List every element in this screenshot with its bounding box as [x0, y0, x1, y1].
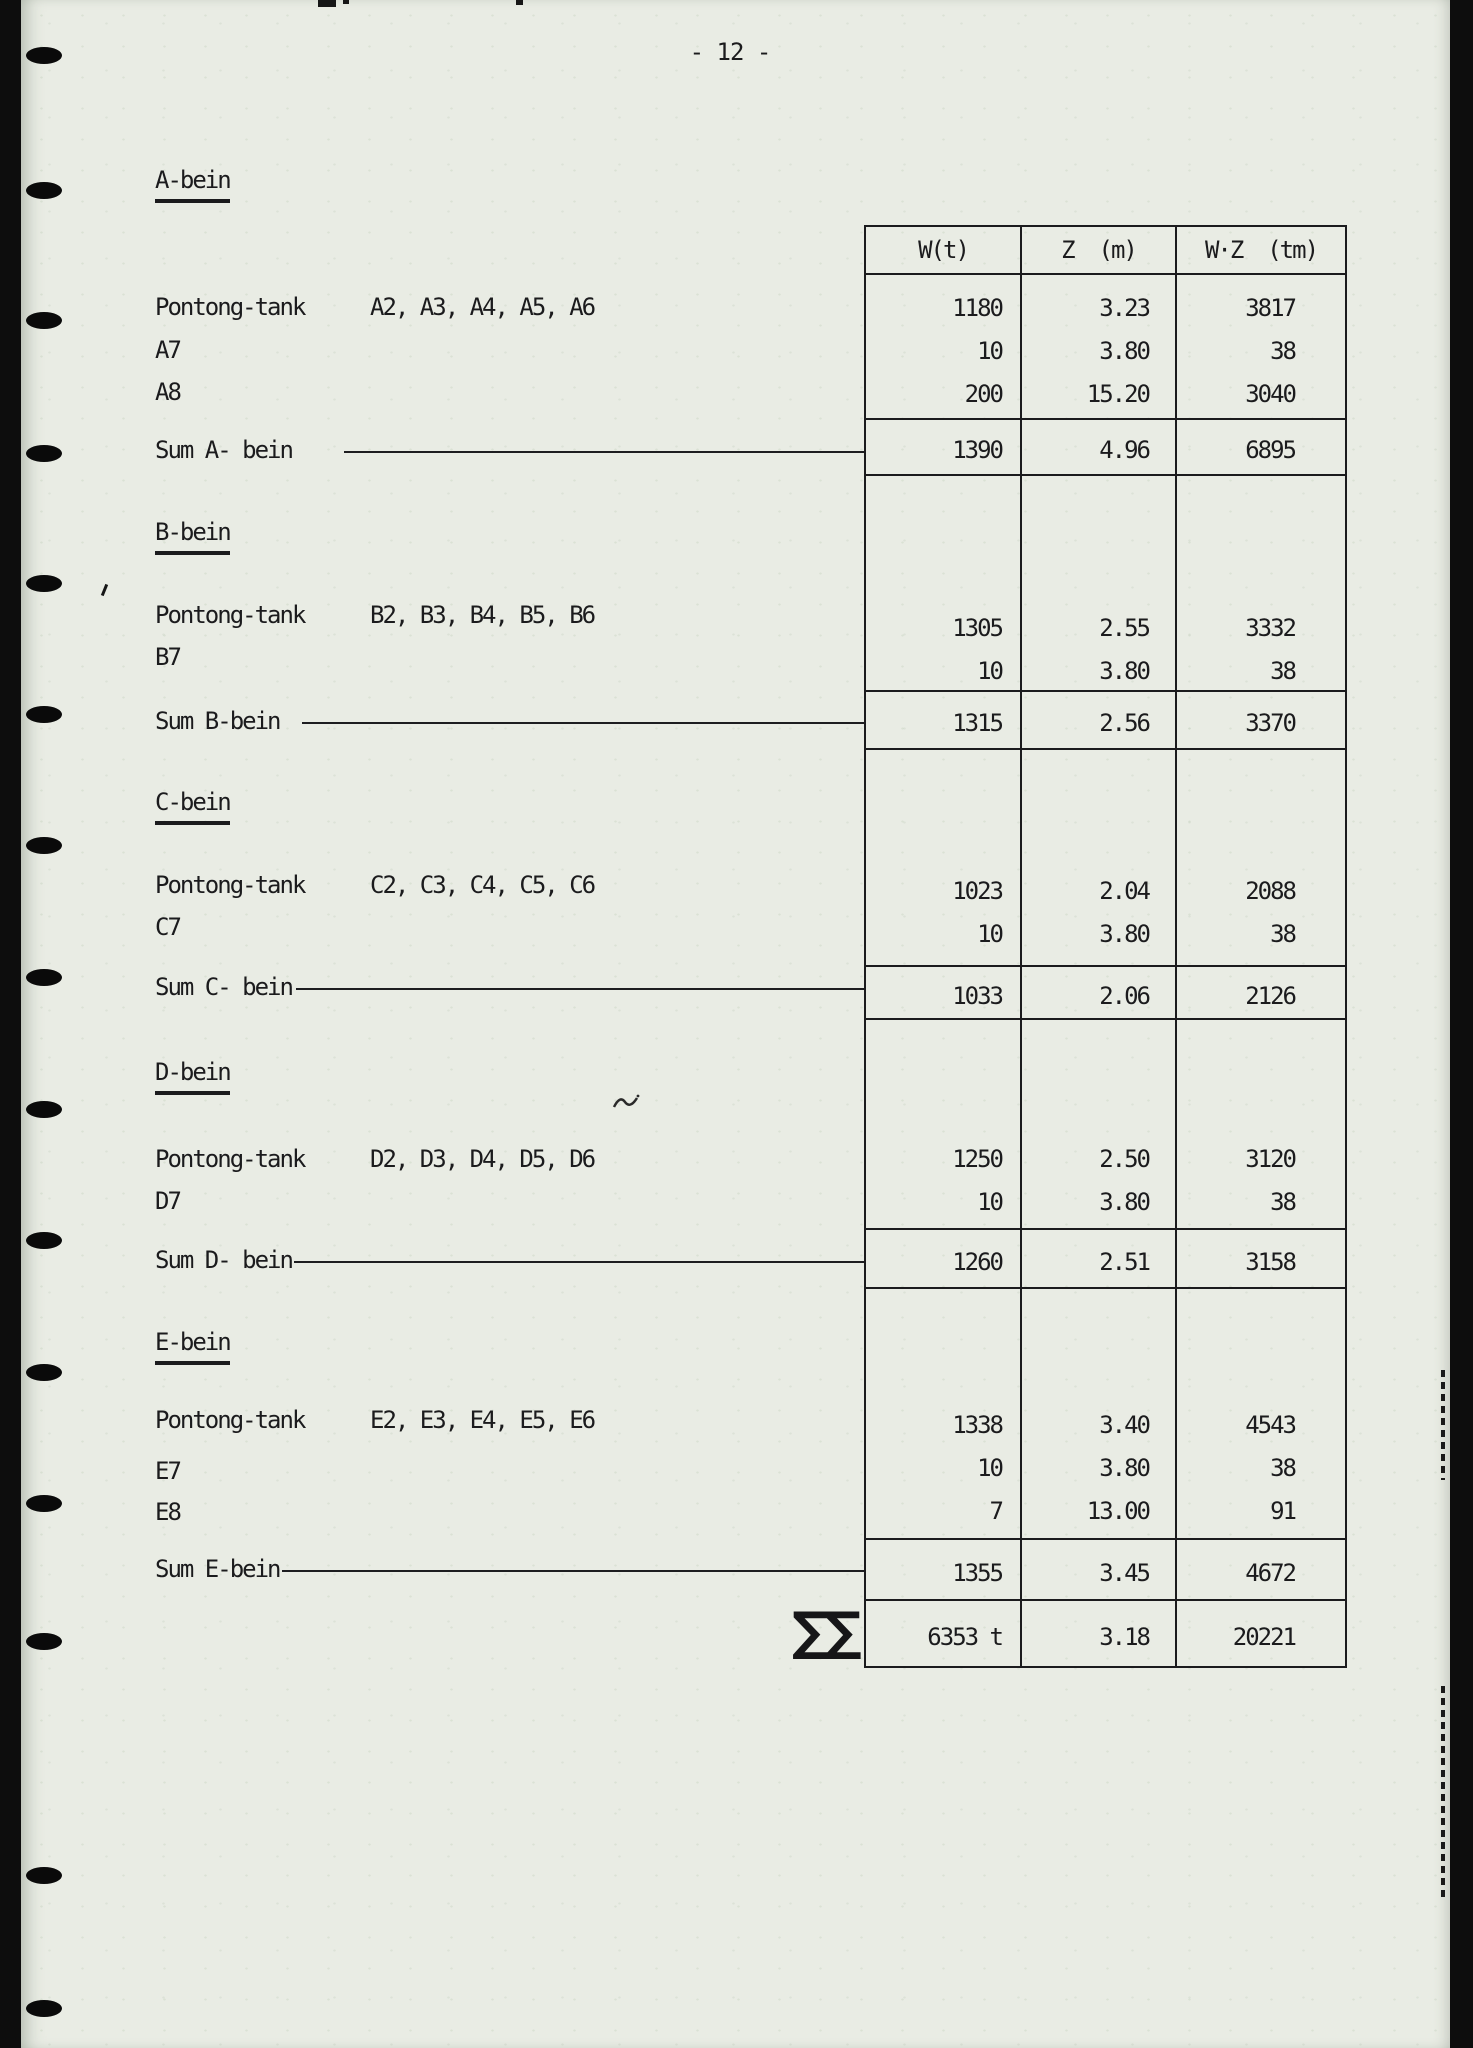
tank-list: D2, D3, D4, D5, D6	[370, 1145, 595, 1173]
table-block-a	[866, 273, 1345, 418]
table-header-row	[866, 227, 1345, 273]
row-label-d7: D7	[155, 1187, 180, 1215]
sum-row-label-d	[155, 1244, 866, 1276]
value-w: 1250	[952, 1145, 1002, 1173]
sum-row-label-b	[155, 705, 866, 737]
cell-w	[866, 476, 1020, 690]
cell-w	[866, 1289, 1020, 1538]
section-heading-c: C-bein	[155, 788, 230, 825]
scan-speck	[318, 0, 336, 7]
scan-speck	[516, 0, 523, 5]
value-w: 1338	[952, 1411, 1002, 1439]
pontong-label: Pontong-tank	[155, 601, 305, 629]
table-total-row	[866, 1599, 1345, 1666]
punch-hole	[26, 837, 62, 854]
value-wz: 38	[1270, 920, 1295, 948]
scan-edge-right	[1450, 0, 1473, 2048]
sum-connector-line	[296, 988, 866, 990]
cell-z	[1020, 476, 1175, 690]
value-z: 15.20	[1086, 380, 1149, 408]
cell-wz	[1175, 275, 1345, 418]
punch-hole	[26, 1633, 62, 1650]
header-w: W(t)	[918, 236, 968, 264]
double-sigma-symbol: ∑∑	[792, 1602, 857, 1662]
row-label-pontong-c	[155, 871, 735, 899]
tank-list: A2, A3, A4, A5, A6	[370, 293, 595, 321]
table-sum-e	[866, 1538, 1345, 1599]
punch-hole	[26, 1495, 62, 1512]
sum-w: 1260	[952, 1247, 1002, 1276]
sum-row-label-e	[155, 1553, 866, 1585]
table-sum-c	[866, 965, 1345, 1018]
sum-label: Sum C- bein	[155, 973, 292, 1001]
cell-z	[1020, 1289, 1175, 1538]
sum-label: Sum B-bein	[155, 707, 280, 735]
pontong-label: Pontong-tank	[155, 1145, 305, 1173]
table-sum-a	[866, 418, 1345, 474]
value-w: 10	[977, 1454, 1002, 1482]
pontong-label: Pontong-tank	[155, 871, 305, 899]
sum-z: 2.56	[1020, 692, 1175, 748]
tank-list: E2, E3, E4, E5, E6	[370, 1406, 595, 1434]
punch-hole	[26, 182, 62, 199]
cell-wz	[1175, 476, 1345, 690]
sum-wz: 2126	[1175, 967, 1345, 1018]
value-w: 200	[964, 380, 1002, 408]
value-w: 7	[989, 1497, 1002, 1525]
value-z: 3.80	[1099, 1188, 1149, 1216]
sum-wz: 3370	[1175, 692, 1345, 748]
value-wz: 4543	[1245, 1411, 1295, 1439]
sum-z: 3.45	[1020, 1540, 1175, 1599]
header-z: Z (m)	[1020, 227, 1175, 273]
sum-label: Sum E-bein	[155, 1555, 280, 1583]
value-w: 1180	[952, 294, 1002, 322]
table-sum-b	[866, 690, 1345, 748]
punch-hole	[26, 312, 62, 329]
row-label-e8: E8	[155, 1498, 180, 1526]
punch-hole	[26, 969, 62, 986]
value-z: 2.55	[1099, 614, 1149, 642]
value-w: 10	[977, 657, 1002, 685]
value-z: 3.23	[1099, 294, 1149, 322]
value-z: 3.80	[1099, 920, 1149, 948]
sum-connector-line	[294, 1261, 866, 1263]
sum-label: Sum D- bein	[155, 1246, 292, 1274]
row-label-a7: A7	[155, 336, 180, 364]
cell-wz	[1175, 750, 1345, 965]
value-z: 3.40	[1099, 1411, 1149, 1439]
cell-w	[866, 1020, 1020, 1228]
value-wz: 38	[1270, 657, 1295, 685]
section-heading-e: E-bein	[155, 1328, 230, 1365]
sum-w: 1355	[952, 1558, 1002, 1587]
sum-connector-line	[344, 451, 866, 453]
section-heading-d: D-bein	[155, 1058, 230, 1095]
punch-hole	[26, 1232, 62, 1249]
value-wz: 38	[1270, 1454, 1295, 1482]
row-label-pontong-a	[155, 293, 735, 321]
table-block-b	[866, 474, 1345, 690]
value-wz: 3332	[1245, 614, 1295, 642]
punch-hole	[26, 575, 62, 592]
punch-hole	[26, 1101, 62, 1118]
sum-w: 1315	[952, 709, 1002, 737]
sum-label: Sum A- bein	[155, 436, 292, 464]
value-w: 10	[977, 920, 1002, 948]
value-z: 3.80	[1099, 337, 1149, 365]
cell-w	[866, 275, 1020, 418]
value-wz: 38	[1270, 337, 1295, 365]
punch-hole	[26, 2000, 62, 2017]
cell-w	[866, 750, 1020, 965]
cell-z	[1020, 750, 1175, 965]
header-wz: W·Z (tm)	[1175, 227, 1345, 273]
value-wz: 3817	[1245, 294, 1295, 322]
cell-wz	[1175, 1020, 1345, 1228]
cell-z	[1020, 1020, 1175, 1228]
sum-z: 2.51	[1020, 1230, 1175, 1287]
row-label-e7: E7	[155, 1457, 180, 1485]
value-w: 10	[977, 1188, 1002, 1216]
value-z: 2.04	[1099, 877, 1149, 905]
value-z: 13.00	[1086, 1497, 1149, 1525]
value-wz: 91	[1270, 1497, 1295, 1525]
tank-list: C2, C3, C4, C5, C6	[370, 871, 595, 899]
scan-edge-left	[0, 0, 21, 2048]
table-block-d	[866, 1018, 1345, 1228]
value-w: 1023	[952, 877, 1002, 905]
scan-edge-marks	[1441, 1686, 1445, 1900]
sum-wz: 4672	[1175, 1540, 1345, 1599]
value-wz: 38	[1270, 1188, 1295, 1216]
row-label-pontong-d	[155, 1145, 735, 1173]
scan-speck	[343, 0, 349, 4]
total-wz: 20221	[1175, 1601, 1345, 1666]
punch-hole	[26, 706, 62, 723]
pontong-label: Pontong-tank	[155, 1406, 305, 1434]
value-z: 3.80	[1099, 657, 1149, 685]
table-sum-d	[866, 1228, 1345, 1287]
handwritten-mark	[612, 1092, 640, 1112]
row-label-b7: B7	[155, 643, 180, 671]
value-wz: 2088	[1245, 877, 1295, 905]
value-w: 1305	[952, 614, 1002, 642]
table-block-e	[866, 1287, 1345, 1538]
section-heading-b: B-bein	[155, 518, 230, 555]
row-label-pontong-b	[155, 601, 735, 629]
punch-hole	[26, 1364, 62, 1381]
sum-row-label-c	[155, 971, 866, 1003]
sum-z: 4.96	[1020, 420, 1175, 474]
sum-connector-line	[282, 1570, 867, 1572]
page-number: - 12 -	[689, 38, 771, 66]
weight-summary-table	[864, 225, 1347, 1668]
value-wz: 3040	[1245, 380, 1295, 408]
row-label-pontong-e	[155, 1406, 735, 1434]
value-wz: 3120	[1245, 1145, 1295, 1173]
sum-w: 1033	[952, 981, 1002, 1010]
row-label-c7: C7	[155, 913, 180, 941]
sum-connector-line	[302, 722, 867, 724]
punch-hole	[26, 1867, 62, 1884]
pontong-label: Pontong-tank	[155, 293, 305, 321]
table-block-c	[866, 748, 1345, 965]
value-z: 3.80	[1099, 1454, 1149, 1482]
scan-edge-marks	[1441, 1370, 1445, 1480]
punch-hole	[26, 445, 62, 462]
value-w: 10	[977, 337, 1002, 365]
value-z: 2.50	[1099, 1145, 1149, 1173]
cell-wz	[1175, 1289, 1345, 1538]
total-w: 6353 t	[927, 1622, 1002, 1651]
row-label-a8: A8	[155, 378, 180, 406]
total-z: 3.18	[1020, 1601, 1175, 1666]
sum-wz: 6895	[1175, 420, 1345, 474]
section-heading-a: A-bein	[155, 166, 230, 203]
sum-w: 1390	[952, 436, 1002, 464]
sum-row-label-a	[155, 434, 866, 466]
tank-list: B2, B3, B4, B5, B6	[370, 601, 595, 629]
sum-wz: 3158	[1175, 1230, 1345, 1287]
cell-z	[1020, 275, 1175, 418]
sum-z: 2.06	[1020, 967, 1175, 1018]
